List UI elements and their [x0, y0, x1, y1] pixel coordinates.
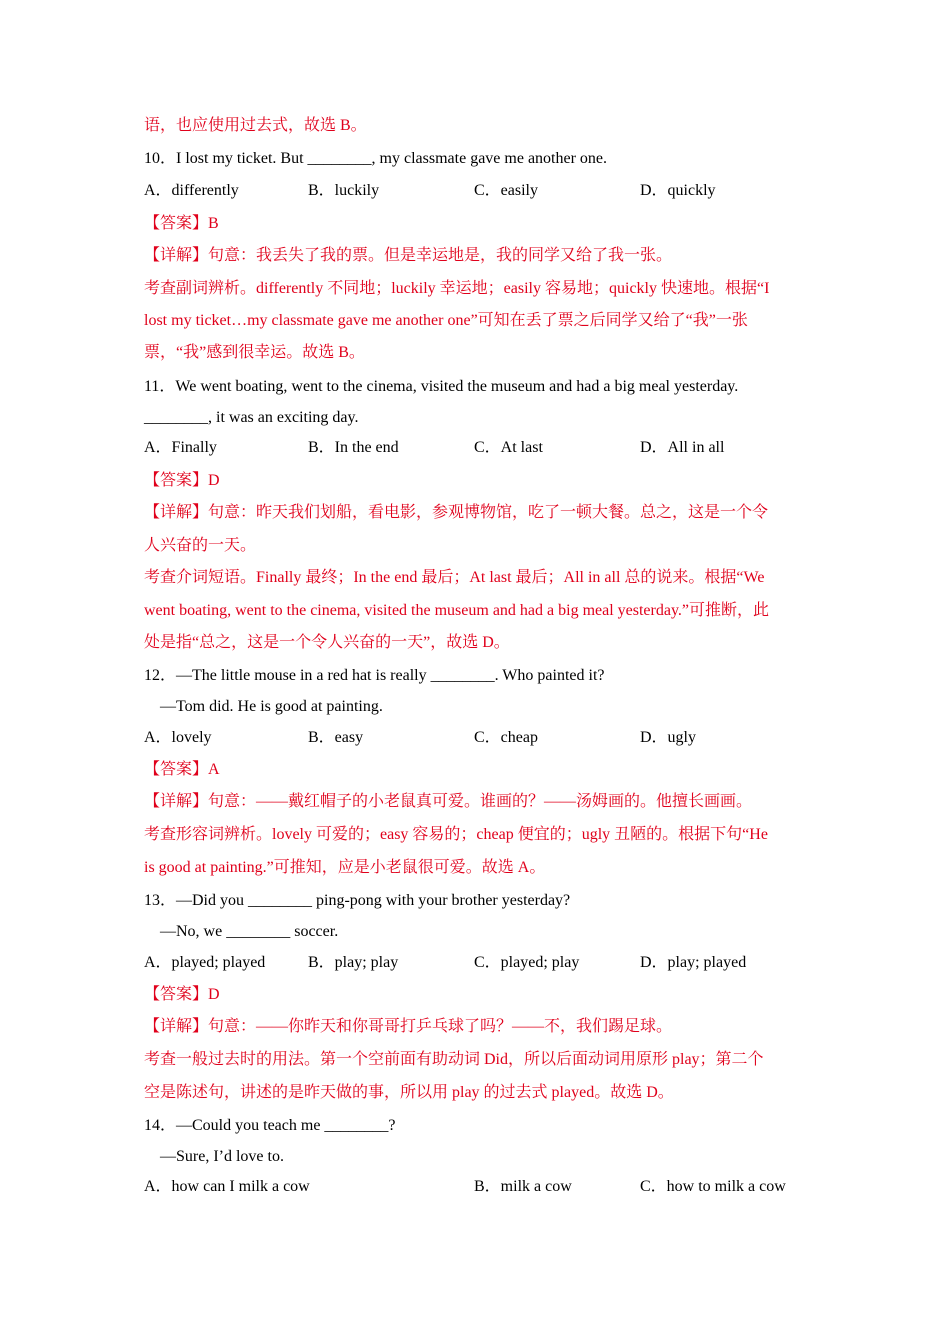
option-d: D．play; played: [640, 954, 747, 971]
explanation-line: 考查副词辨析。differently 不同地；luckily 幸运地；easily 容易地；quickly 快速地。根据“I: [144, 280, 770, 297]
explanation-line: 【详解】句意：昨天我们划船，看电影，参观博物馆，吃了一顿大餐。总之，这是一个令: [144, 504, 769, 521]
explanation-line: 考查形容词辨析。lovely 可爱的；easy 容易的；cheap 便宜的；ugly 丑陋的。根据下句“He: [144, 826, 768, 843]
option-a: A．how can I milk a cow: [144, 1178, 310, 1195]
explanation-line: 考查一般过去时的用法。第一个空前面有助动词 Did，所以后面动词用原形 play；第二个: [144, 1051, 764, 1068]
options-q13: [144, 953, 844, 973]
options-q11: [144, 438, 844, 458]
question-12-reply: —Tom did. He is good at painting.: [160, 698, 383, 715]
option-d: D．All in all: [640, 439, 725, 456]
option-c: C．easily: [474, 182, 538, 199]
options-q12: [144, 728, 844, 748]
explanation-line: 【详解】句意：我丢失了我的票。但是幸运地是，我的同学又给了我一张。: [144, 247, 673, 264]
explanation-line: 【详解】句意：——戴红帽子的小老鼠真可爱。谁画的？——汤姆画的。他擅长画画。: [144, 793, 753, 810]
question-11: 11．We went boating, went to the cinema, visited the museum and had a big meal yesterday.: [144, 378, 739, 395]
question-11-cont: ________, it was an exciting day.: [144, 409, 359, 426]
option-c: C．cheap: [474, 729, 538, 746]
question-14: 14．—Could you teach me ________?: [144, 1117, 396, 1134]
option-a: A．lovely: [144, 729, 212, 746]
question-14-reply: —Sure, I’d love to.: [160, 1148, 284, 1165]
option-a: A．differently: [144, 182, 239, 199]
explanation-line: 票，“我”感到很幸运。故选 B。: [144, 344, 365, 361]
question-10: 10．I lost my ticket. But ________, my classmate gave me another one.: [144, 150, 608, 167]
explanation-line: lost my ticket…my classmate gave me another one”可知在丢了票之后同学又给了“我”一张: [144, 312, 748, 329]
explanation-line: 考查介词短语。Finally 最终；In the end 最后；At last 最后；All in all 总的说来。根据“We: [144, 569, 765, 586]
option-c: C．played; play: [474, 954, 580, 971]
explanation-line: is good at painting.”可推知，应是小老鼠很可爱。故选 A。: [144, 859, 546, 876]
answer-q13: 【答案】D: [144, 986, 220, 1003]
option-c: C．At last: [474, 439, 543, 456]
question-13: 13．—Did you ________ ping-pong with your brother yesterday?: [144, 892, 571, 909]
option-b: B．play; play: [308, 954, 399, 971]
question-13-reply: —No, we ________ soccer.: [160, 923, 339, 940]
option-b: B．milk a cow: [474, 1178, 572, 1195]
option-d: D．quickly: [640, 182, 716, 199]
answer-q12: 【答案】A: [144, 761, 220, 778]
option-a: A．Finally: [144, 439, 217, 456]
explanation-line: 人兴奋的一天。: [144, 537, 257, 554]
explanation-line: 处是指“总之，这是一个令人兴奋的一天”，故选 D。: [144, 634, 510, 651]
explanation-line: 【详解】句意：——你昨天和你哥哥打乒乓球了吗？——不，我们踢足球。: [144, 1018, 673, 1035]
option-d: D．ugly: [640, 729, 697, 746]
option-a: A．played; played: [144, 954, 266, 971]
options-q14: [144, 1177, 844, 1197]
explanation-line: 语，也应使用过去式，故选 B。: [144, 117, 367, 134]
option-b: B．In the end: [308, 439, 399, 456]
option-b: B．luckily: [308, 182, 380, 199]
question-12: 12．—The little mouse in a red hat is really ________. Who painted it?: [144, 667, 605, 684]
explanation-line: went boating, went to the cinema, visited the museum and had a big meal yesterday.”可推断，此: [144, 602, 770, 619]
explanation-line: 空是陈述句，讲述的是昨天做的事，所以用 play 的过去式 played。故选 D。: [144, 1084, 674, 1101]
options-q10: [144, 181, 844, 201]
option-b: B．easy: [308, 729, 364, 746]
option-c: C．how to milk a cow: [640, 1178, 786, 1195]
answer-q11: 【答案】D: [144, 472, 220, 489]
answer-q10: 【答案】B: [144, 215, 219, 232]
